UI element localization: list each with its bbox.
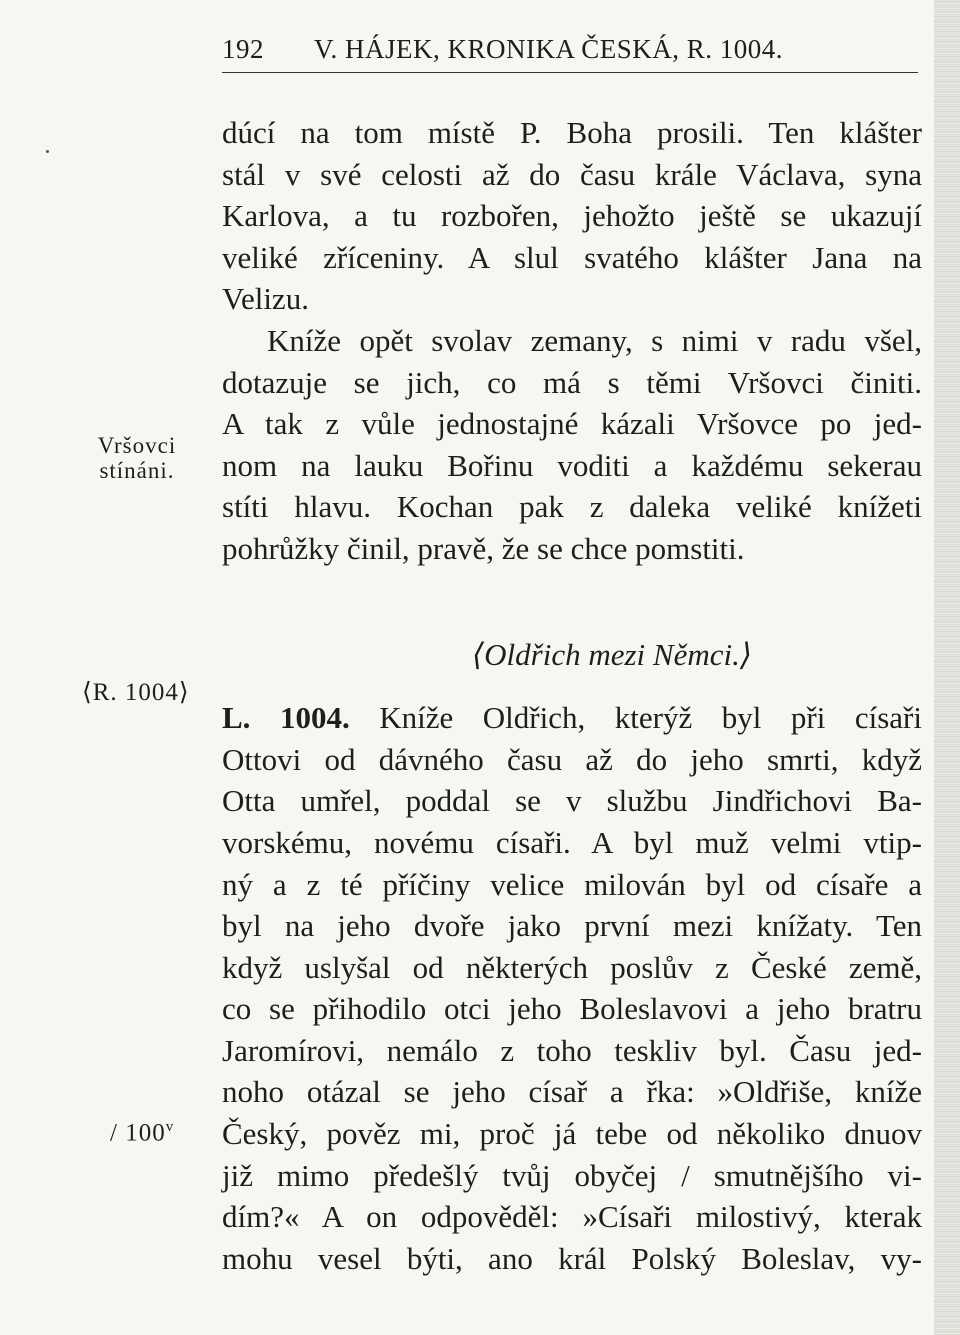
margin-note-year: ⟨R. 1004⟩ [82, 679, 190, 706]
header-rule [222, 72, 918, 73]
body-text [222, 112, 922, 1279]
text-line: dúcí na tom místě P. Boha prosili. Ten klášter [222, 115, 922, 150]
text-line: Karlova, a tu rozbořen, jehožto ještě se ukazují [222, 198, 922, 234]
page-number: 192 [222, 34, 264, 64]
text-line: Otta umřel, poddal se v službu Jindřichovi Ba- [222, 783, 922, 819]
year-lead: L. 1004. [222, 700, 350, 736]
text-line: již mimo předešlý tvůj obyčej / smutnějšího vi- [222, 1157, 922, 1193]
running-header [222, 34, 922, 74]
text-line: ný a z té příčiny velice milován byl od císaře a [222, 866, 922, 902]
section-heading: ⟨Oldřich mezi Němci.⟩ [472, 636, 752, 672]
text-line: dím?« A on odpověděl: »Císaři milostivý, kterak [222, 1199, 922, 1235]
text-line: veliké zříceniny. A slul svatého klášter Jana na [222, 239, 922, 275]
text-line: A tak z vůle jednostajné kázali Vršovce po jed- [222, 406, 922, 442]
spacer [222, 570, 922, 634]
margin-note-folio: / 100$^v$ [110, 1119, 175, 1147]
text-line: vorskému, novému císaři. A byl muž velmi vtip- [222, 824, 922, 860]
running-title: V. HÁJEK, KRONIKA ČESKÁ, R. 1004. [314, 34, 784, 64]
text-line: Ottovi od dávného času až do jeho smrti, když [222, 741, 922, 777]
text-line: co se přihodilo otci jeho Boleslavovi a jeho bratru [222, 991, 922, 1027]
paragraph-1 [222, 112, 922, 320]
text-line: Jaromírovi, nemálo z toho teskliv byl. Času jed- [222, 1032, 922, 1068]
text-line: stíti hlavu. Kochan pak z daleka veliké knížeti [222, 489, 922, 525]
text-line: byl na jeho dvoře jako první mezi knížaty. Ten [222, 908, 922, 944]
paragraph-2 [222, 320, 922, 570]
text-line: když uslyšal od některých poslův z České země, [222, 949, 922, 985]
text-line: Český, pověz mi, proč já tebe od několiko dnuov [222, 1116, 922, 1152]
text-line: mohu vesel býti, ano král Polský Boleslav, vy- [222, 1240, 922, 1276]
margin-note-vrsovci: Vršovci stínáni. [97, 433, 177, 483]
text-line: stál v své celosti až do času krále Václava, syna [222, 156, 922, 192]
paragraph-3 [222, 697, 922, 1279]
spacer [222, 675, 922, 697]
text-line: dotazuje se jich, co má s těmi Vršovci činiti. [222, 364, 922, 400]
text-line: nom na lauku Bořinu voditi a každému sekerau [222, 447, 922, 483]
text-line: Kníže opět svolav zemany, s nimi v radu všel, [267, 322, 922, 358]
text-line: noho otázal se jeho císař a řka: »Oldřiše, kníže [222, 1074, 922, 1110]
speck [46, 150, 49, 153]
text-line: L. 1004. Kníže Oldřich, kterýž byl při císaři [222, 700, 922, 736]
text-line: Velizu. [222, 281, 309, 317]
page-edge [934, 0, 960, 1335]
text-line: pohrůžky činil, pravě, že se chce pomstiti. [222, 530, 745, 566]
